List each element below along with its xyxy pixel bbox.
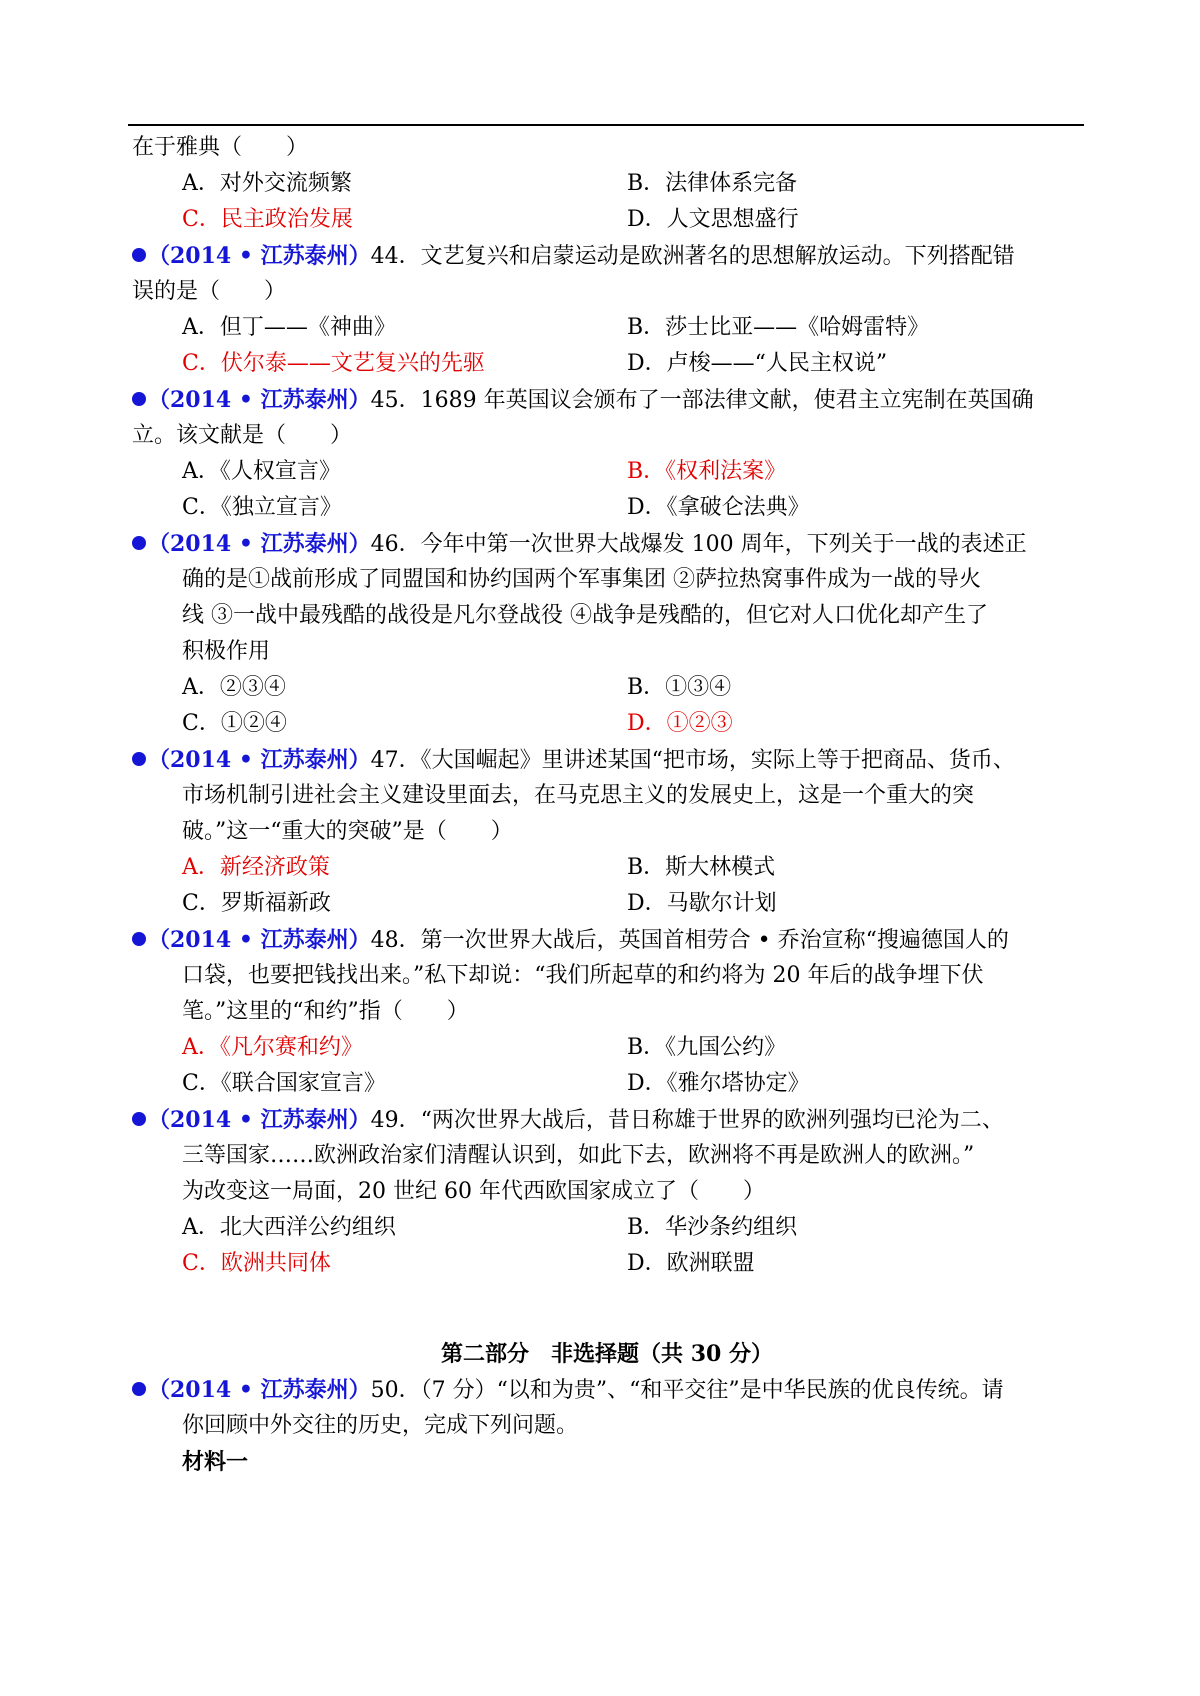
q47-option-a: A．新经济政策 [182,855,330,880]
q47-stem-first: 47．《大国崛起》里讲述某国“把市场，实际上等于把商品、货币、 [370,748,1015,773]
q47-source: （2014 • 江苏泰州） [148,747,371,773]
q45-option-b: B．《权利法案》 [627,459,787,484]
q48-source: （2014 • 江苏泰州） [148,927,371,953]
q43-options [132,166,1082,238]
q46-options [132,670,1082,742]
question-44 [132,238,1082,310]
q43-stem: 在于雅典（ ） [132,135,309,160]
q44-stem-line: 误的是（ ） [132,279,287,304]
q47-stem-line: 市场机制引进社会主义建设里面去，在马克思主义的发展史上，这是一个重大的突 [182,783,975,808]
bullet-dot-icon [132,536,146,550]
q48-stem-line: 口袋，也要把钱找出来。”私下却说：“我们所起草的和约将为 20 年后的战争埋下伏 [182,963,984,988]
bullet-dot-icon [132,932,146,946]
q44-option-c: C．伏尔泰——文艺复兴的先驱 [182,351,485,376]
q48-stem-line: 笔。”这里的“和约”指（ ） [182,999,469,1024]
question-45 [132,382,1082,454]
q48-option-c: C．《联合国家宣言》 [182,1071,386,1096]
q44-option-a: A．但丁——《神曲》 [182,315,396,340]
header-rule [128,124,1084,126]
q45-stem-line: 立。该文献是（ ） [132,423,353,448]
q44-option-d: D．卢梭——“人民主权说” [627,351,888,376]
question-46 [132,526,1082,670]
q46-stem-line: 积极作用 [182,639,271,664]
q46-option-b: B．①③④ [627,675,732,700]
question-49 [132,1102,1082,1210]
q48-option-a: A．《凡尔赛和约》 [182,1035,363,1060]
q48-stem-first: 48．第一次世界大战后，英国首相劳合 • 乔治宣称“搜遍德国人的 [370,928,1009,953]
q43-option-c: C．民主政治发展 [182,207,353,232]
q44-option-b: B．莎士比亚——《哈姆雷特》 [627,315,930,340]
section-title: 第二部分 非选择题（共 30 分） [441,1341,773,1367]
bullet-dot-icon [132,1382,146,1396]
q49-option-a: A．北大西洋公约组织 [182,1215,396,1240]
q49-source: （2014 • 江苏泰州） [148,1107,371,1133]
q47-option-b: B．斯大林模式 [627,855,776,880]
q47-option-c: C．罗斯福新政 [182,891,331,916]
bullet-dot-icon [132,392,146,406]
q44-options [132,310,1082,382]
q47-stem-line: 破。”这一“重大的突破”是（ ） [182,819,513,844]
q49-options [132,1210,1082,1282]
question-list [132,130,1082,1480]
q45-stem-first: 45．1689 年英国议会颁布了一部法律文献，使君主立宪制在英国确 [370,388,1034,413]
q46-source: （2014 • 江苏泰州） [148,531,371,557]
q46-option-a: A．②③④ [182,675,286,700]
q49-option-b: B．华沙条约组织 [627,1215,798,1240]
q49-stem-line: 三等国家……欧洲政治家们清醒认识到，如此下去，欧洲将不再是欧洲人的欧洲。” [182,1143,975,1168]
bullet-dot-icon [132,248,146,262]
question-47 [132,742,1082,850]
q49-option-c: C．欧洲共同体 [182,1251,331,1276]
q47-options [132,850,1082,922]
q48-options [132,1030,1082,1102]
q45-source: （2014 • 江苏泰州） [148,387,371,413]
question-48 [132,922,1082,1030]
question-50 [132,1372,1082,1444]
q44-source: （2014 • 江苏泰州） [148,243,371,269]
q47-option-d: D．马歇尔计划 [627,891,777,916]
q46-stem-line: 线 ③一战中最残酷的战役是凡尔登战役 ④战争是残酷的，但它对人口优化却产生了 [182,603,988,628]
q43-option-b: B．法律体系完备 [627,171,798,196]
q46-option-d: D．①②③ [627,711,733,736]
q46-stem-first: 46．今年中第一次世界大战爆发 100 周年，下列关于一战的表述正 [370,532,1027,557]
q49-stem-line: 为改变这一局面，20 世纪 60 年代西欧国家成立了（ ） [182,1179,765,1204]
q45-options [132,454,1082,526]
q48-option-b: B．《九国公约》 [627,1035,787,1060]
q49-stem-first: 49．“两次世界大战后，昔日称雄于世界的欧洲列强均已沦为二、 [370,1108,1004,1133]
q46-option-c: C．①②④ [182,711,287,736]
q50-stem-first: 50．（7 分）“以和为贵”、“和平交往”是中华民族的优良传统。请 [370,1378,1004,1403]
bullet-dot-icon [132,1112,146,1126]
q45-option-c: C．《独立宣言》 [182,495,342,520]
q50-source: （2014 • 江苏泰州） [148,1377,371,1403]
q45-option-a: A．《人权宣言》 [182,459,341,484]
q44-stem-first: 44．文艺复兴和启蒙运动是欧洲著名的思想解放运动。下列搭配错 [370,244,1015,269]
q43-option-a: A．对外交流频繁 [182,171,352,196]
q48-option-d: D．《雅尔塔协定》 [627,1071,810,1096]
q49-option-d: D．欧洲联盟 [627,1251,755,1276]
q50-material-label: 材料一 [182,1449,249,1475]
q46-stem-line: 确的是①战前形成了同盟国和协约国两个军事集团 ②萨拉热窝事件成为一战的导火 [182,567,981,592]
q50-stem-line: 你回顾中外交往的历史，完成下列问题。 [182,1413,579,1438]
q43-option-d: D．人文思想盛行 [627,207,799,232]
bullet-dot-icon [132,752,146,766]
q45-option-d: D．《拿破仑法典》 [627,495,810,520]
